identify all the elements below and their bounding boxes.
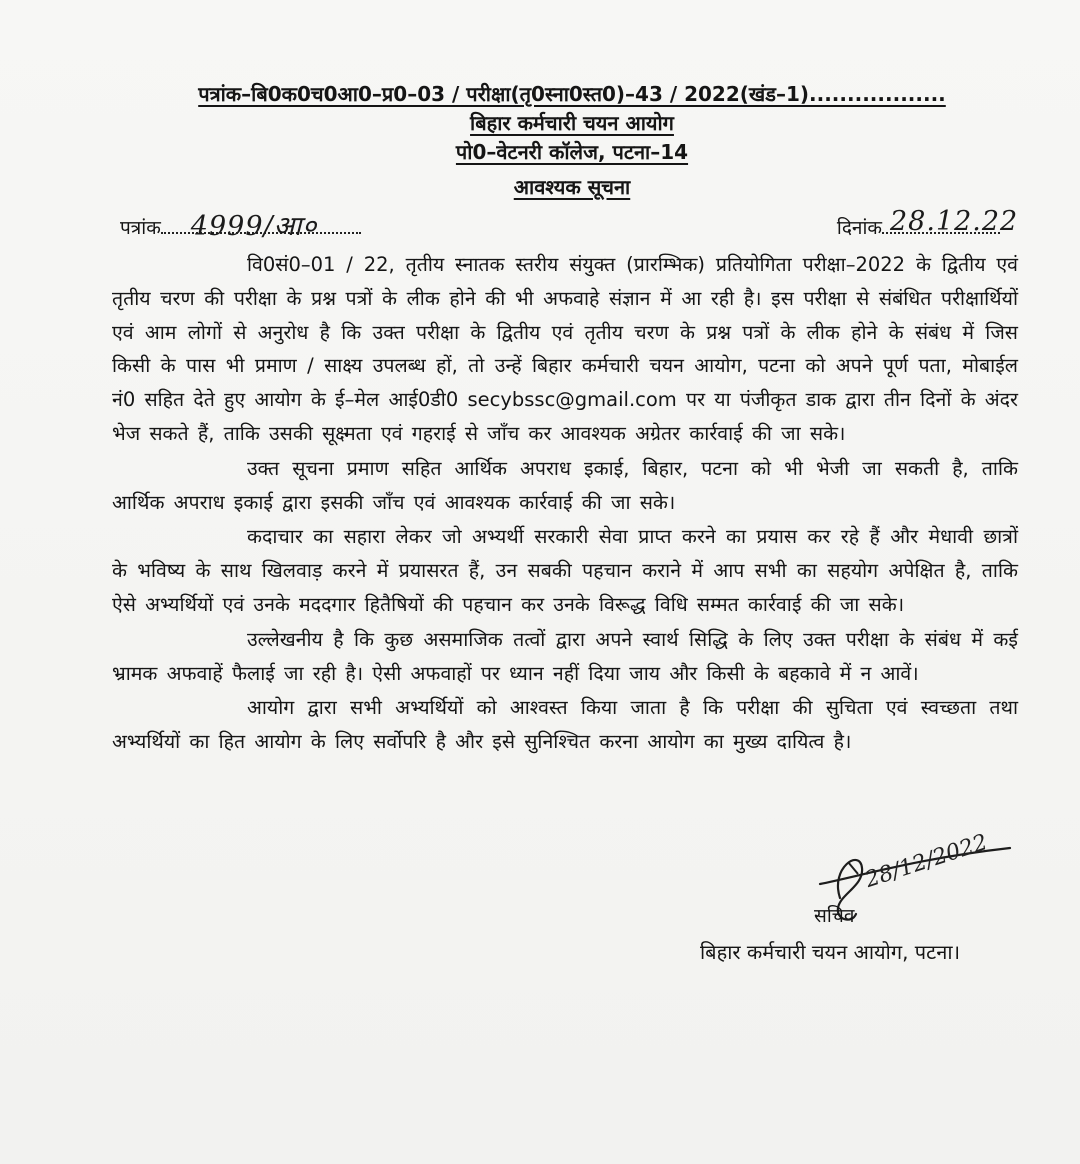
notice-title: आवश्यक सूचना — [513, 175, 631, 199]
organization-name: बिहार कर्मचारी चयन आयोग — [470, 111, 674, 135]
date-handwritten: 28.12.22 — [890, 206, 1019, 237]
letter-number-label: पत्रांक — [120, 217, 161, 239]
paragraph-4: उल्लेखनीय है कि कुछ असमाजिक तत्वों द्वारा अपने स्वार्थ सिद्धि के लिए उक्त परीक्षा के संबंध में कई भ्रामक अफवाहें फैलाई जा रही है। ऐसी अफवाहों पर ध्यान नहीं दिया जाय और किसी के बहकावे में न आवें। — [112, 627, 1018, 685]
reference-number: पत्रांक–बि0क0च0आ0–प्र0–03 / परीक्षा(तृ0स्ना0स्त0)–43 / 2022(खंड–1).................. — [198, 82, 946, 106]
signature-date-handwritten: 28/12/2022 — [862, 830, 991, 893]
date-label: दिनांक — [836, 217, 882, 239]
signatory-organization: बिहार कर्मचारी चयन आयोग, पटना। — [700, 940, 961, 964]
letterhead — [126, 80, 1018, 202]
date-field — [836, 206, 1019, 240]
letter-meta-row — [120, 200, 1018, 244]
organization-address: पो0–वेटनरी कॉलेज, पटना–14 — [455, 140, 689, 164]
paragraph-2: उक्त सूचना प्रमाण सहित आर्थिक अपराध इकाई, बिहार, पटना को भी भेजी जा सकती है, ताकि आर्थिक अपराध इकाई द्वारा इसकी जाँच एवं आवश्यक कार्रवाई की जा सके। — [112, 456, 1018, 514]
notice-body — [112, 248, 1018, 759]
letter-number-handwritten: 4999/आ० — [190, 211, 318, 242]
letter-number-field — [120, 211, 361, 242]
paragraph-5: आयोग द्वारा सभी अभ्यर्थियों को आश्वस्त किया जाता है कि परीक्षा की सुचिता एवं स्वच्छता तथा अभ्यर्थियों का हित आयोग के लिए सर्वोपरि है और इसे सुनिश्चित करना आयोग का मुख्य दायित्व है। — [112, 696, 1018, 754]
signatory-designation: सचिव — [814, 905, 855, 927]
paragraph-3: कदाचार का सहारा लेकर जो अभ्यर्थी सरकारी सेवा प्राप्त करने का प्रयास कर रहे हैं और मेधावी छात्रों के भविष्य के साथ खिलवाड़ करने में प्रयासरत हैं, उन सबकी पहचान कराने में आप सभी का सहयोग अपेक्षित है, ताकि ऐसे अभ्यर्थियों एवं उनके मददगार हितैषियों की पहचान कर उनके विरूद्ध विधि सम्मत कार्रवाई की जा सके। — [112, 525, 1018, 616]
paragraph-1: वि0सं0–01 / 22, तृतीय स्नातक स्तरीय संयुक्त (प्रारम्भिक) प्रतियोगिता परीक्षा–2022 के द्वितीय एवं तृतीय चरण की परीक्षा के प्रश्न पत्रों के लीक होने की भी अफवाहे संज्ञान में आ रही है। इस परीक्षा से संबंधित परीक्षार्थियों एवं आम लोगों से अनुरोध है कि उक्त परीक्षा के द्वितीय एवं तृतीय चरण के प्रश्न पत्रों के लीक होने के संबंध में जिस किसी के पास भी प्रमाण / साक्ष्य उपलब्ध हों, तो उन्हें बिहार कर्मचारी चयन आयोग, पटना को अपने पूर्ण पता, मोबाईल नं0 सहित देते हुए आयोग के ई–मेल आई0डी0 secybssc@gmail.com पर या पंजीकृत डाक द्वारा तीन दिनों के अंदर भेज सकते हैं, ताकि उसकी सूक्ष्मता एवं गहराई से जाँच कर आवश्यक अग्रेतर कार्रवाई की जा सके। — [112, 253, 1018, 445]
